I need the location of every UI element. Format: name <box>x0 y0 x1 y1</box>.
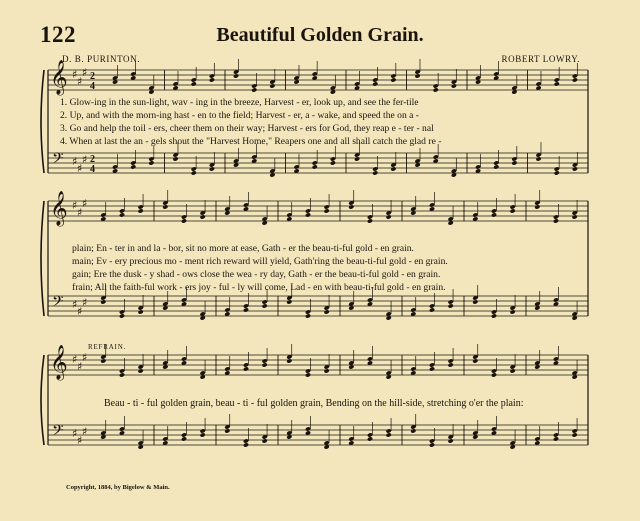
lyricist-credit: D. B. PURINTON. <box>62 54 141 64</box>
lyric-line: 3. Go and help the toil - ers, cheer them on their way; Harvest - ers for God, they reap e - ter - nal <box>60 123 434 134</box>
sharp-icon: ♯ <box>72 427 78 440</box>
note-head <box>451 83 457 88</box>
note-head <box>324 309 330 314</box>
note-head <box>429 307 435 312</box>
note-head <box>372 170 378 175</box>
note-head <box>172 156 178 161</box>
note-head <box>181 436 187 441</box>
note-head <box>510 368 516 373</box>
treble-clef-icon: 𝄞 <box>50 60 68 95</box>
composer-credit: ROBERT LOWRY. <box>501 54 580 64</box>
sharp-icon: ♯ <box>72 68 78 81</box>
note-head <box>148 160 154 165</box>
note-head <box>511 160 517 165</box>
note-head <box>429 442 435 447</box>
sharp-icon: ♯ <box>82 197 88 210</box>
time-signature: 2 <box>90 71 95 82</box>
note-head <box>181 218 187 223</box>
copyright-notice: Copyright, 1884, by Bigelow & Main. <box>66 484 170 491</box>
note-head <box>386 432 392 437</box>
sharp-icon: ♯ <box>82 351 88 364</box>
note-head <box>262 362 268 367</box>
refrain-label: REFRAIN. <box>88 343 127 351</box>
time-signature: 4 <box>90 81 95 92</box>
note-head <box>330 160 336 165</box>
sharp-icon: ♯ <box>82 153 88 166</box>
note-head <box>286 358 292 363</box>
note-head <box>312 164 318 169</box>
note-head <box>243 366 249 371</box>
note-head <box>448 362 454 367</box>
note-head <box>572 77 578 82</box>
note-head <box>429 366 435 371</box>
sharp-icon: ♯ <box>72 353 78 366</box>
note-head <box>262 438 268 443</box>
note-head <box>367 436 373 441</box>
lyric-line: plain; En - ter in and la - bor, sit no more at ease, Gath - er the beau-ti-ful gold - en grain. <box>72 243 414 254</box>
refrain-lyric: Beau - ti - ful golden grain, beau - ti - ful golden grain, Bending on the hill-side, stretching o'er the plain: <box>104 398 524 409</box>
note-head <box>448 303 454 308</box>
note-head <box>130 164 136 169</box>
lyric-line: frain; All the faith-ful work - ers joy - ful - ly will come, Lad - en with beau-ti-ful gold - en grain. <box>72 282 446 293</box>
note-head <box>390 77 396 82</box>
note-head <box>100 358 106 363</box>
note-head <box>572 166 578 171</box>
treble-clef-icon: 𝄞 <box>50 345 68 380</box>
note-head <box>224 428 230 433</box>
note-head <box>572 214 578 219</box>
note-head <box>324 368 330 373</box>
page-number: 122 <box>40 22 76 47</box>
note-head <box>554 81 560 86</box>
note-head <box>390 166 396 171</box>
note-head <box>433 87 439 92</box>
sharp-icon: ♯ <box>77 75 83 88</box>
lyric-line: 4. When at last the an - gels shout the "Harvest Home," Reapers one and all shall catch the glad re - <box>60 136 442 147</box>
note-head <box>233 73 239 78</box>
system-brace <box>41 70 44 173</box>
note-head <box>100 299 106 304</box>
note-head <box>386 214 392 219</box>
note-head <box>414 73 420 78</box>
note-head <box>305 313 311 318</box>
bass-clef-icon: 𝄢 <box>52 293 64 314</box>
note-head <box>162 204 168 209</box>
note-head <box>372 81 378 86</box>
lyric-line: 2. Up, and with the morn-ing hast - en to the field; Harvest - er, a - wake, and speed the on a - <box>60 110 420 121</box>
note-head <box>305 372 311 377</box>
time-signature: 2 <box>90 154 95 165</box>
sharp-icon: ♯ <box>82 425 88 438</box>
note-head <box>354 156 360 161</box>
sharp-icon: ♯ <box>72 199 78 212</box>
sharp-icon: ♯ <box>77 206 83 219</box>
note-head <box>191 81 197 86</box>
note-head <box>209 166 215 171</box>
sharp-icon: ♯ <box>77 305 83 318</box>
bass-clef-icon: 𝄢 <box>52 422 64 443</box>
note-head <box>324 208 330 213</box>
sharp-icon: ♯ <box>77 434 83 447</box>
sharp-icon: ♯ <box>72 155 78 168</box>
note-head <box>553 218 559 223</box>
hymn-title: Beautiful Golden Grain. <box>216 24 424 46</box>
note-head <box>243 307 249 312</box>
system-brace <box>41 201 44 316</box>
note-head <box>119 313 125 318</box>
note-head <box>138 208 144 213</box>
note-head <box>119 212 125 217</box>
note-head <box>191 170 197 175</box>
note-head <box>491 313 497 318</box>
lyric-line: main; Ev - ery precious mo - ment rich reward will yield, Gath'ring the beau-ti-ful gold - en grain. <box>72 256 448 267</box>
note-head <box>510 208 516 213</box>
note-head <box>367 218 373 223</box>
sharp-icon: ♯ <box>82 296 88 309</box>
system-brace <box>41 355 44 445</box>
note-head <box>472 358 478 363</box>
treble-clef-icon: 𝄞 <box>50 191 68 226</box>
sharp-icon: ♯ <box>77 360 83 373</box>
sharp-icon: ♯ <box>82 66 88 79</box>
time-signature: 4 <box>90 164 95 175</box>
note-head <box>286 299 292 304</box>
note-head <box>138 368 144 373</box>
note-head <box>491 372 497 377</box>
note-head <box>554 170 560 175</box>
note-head <box>251 87 257 92</box>
note-head <box>200 432 206 437</box>
sharp-icon: ♯ <box>77 162 83 175</box>
note-head <box>553 436 559 441</box>
note-head <box>491 212 497 217</box>
note-head <box>448 438 454 443</box>
note-head <box>243 442 249 447</box>
note-head <box>305 212 311 217</box>
lyric-line: 1. Glow-ing in the sun-light, wav - ing in the breeze, Harvest - er, look up, and see the fer-tile <box>60 97 419 108</box>
note-head <box>510 309 516 314</box>
note-head <box>534 204 540 209</box>
note-head <box>119 372 125 377</box>
note-head <box>138 309 144 314</box>
sharp-icon: ♯ <box>72 298 78 311</box>
note-head <box>209 77 215 82</box>
note-head <box>262 303 268 308</box>
lyric-line: gain; Ere the dusk - y shad - ows close the wea - ry day, Gath - er the beau-ti-ful gold - en grain. <box>72 269 441 280</box>
note-head <box>410 428 416 433</box>
note-head <box>348 204 354 209</box>
note-head <box>535 156 541 161</box>
note-head <box>493 164 499 169</box>
note-head <box>572 432 578 437</box>
note-head <box>269 83 275 88</box>
note-head <box>472 299 478 304</box>
bass-clef-icon: 𝄢 <box>52 150 64 171</box>
note-head <box>200 214 206 219</box>
